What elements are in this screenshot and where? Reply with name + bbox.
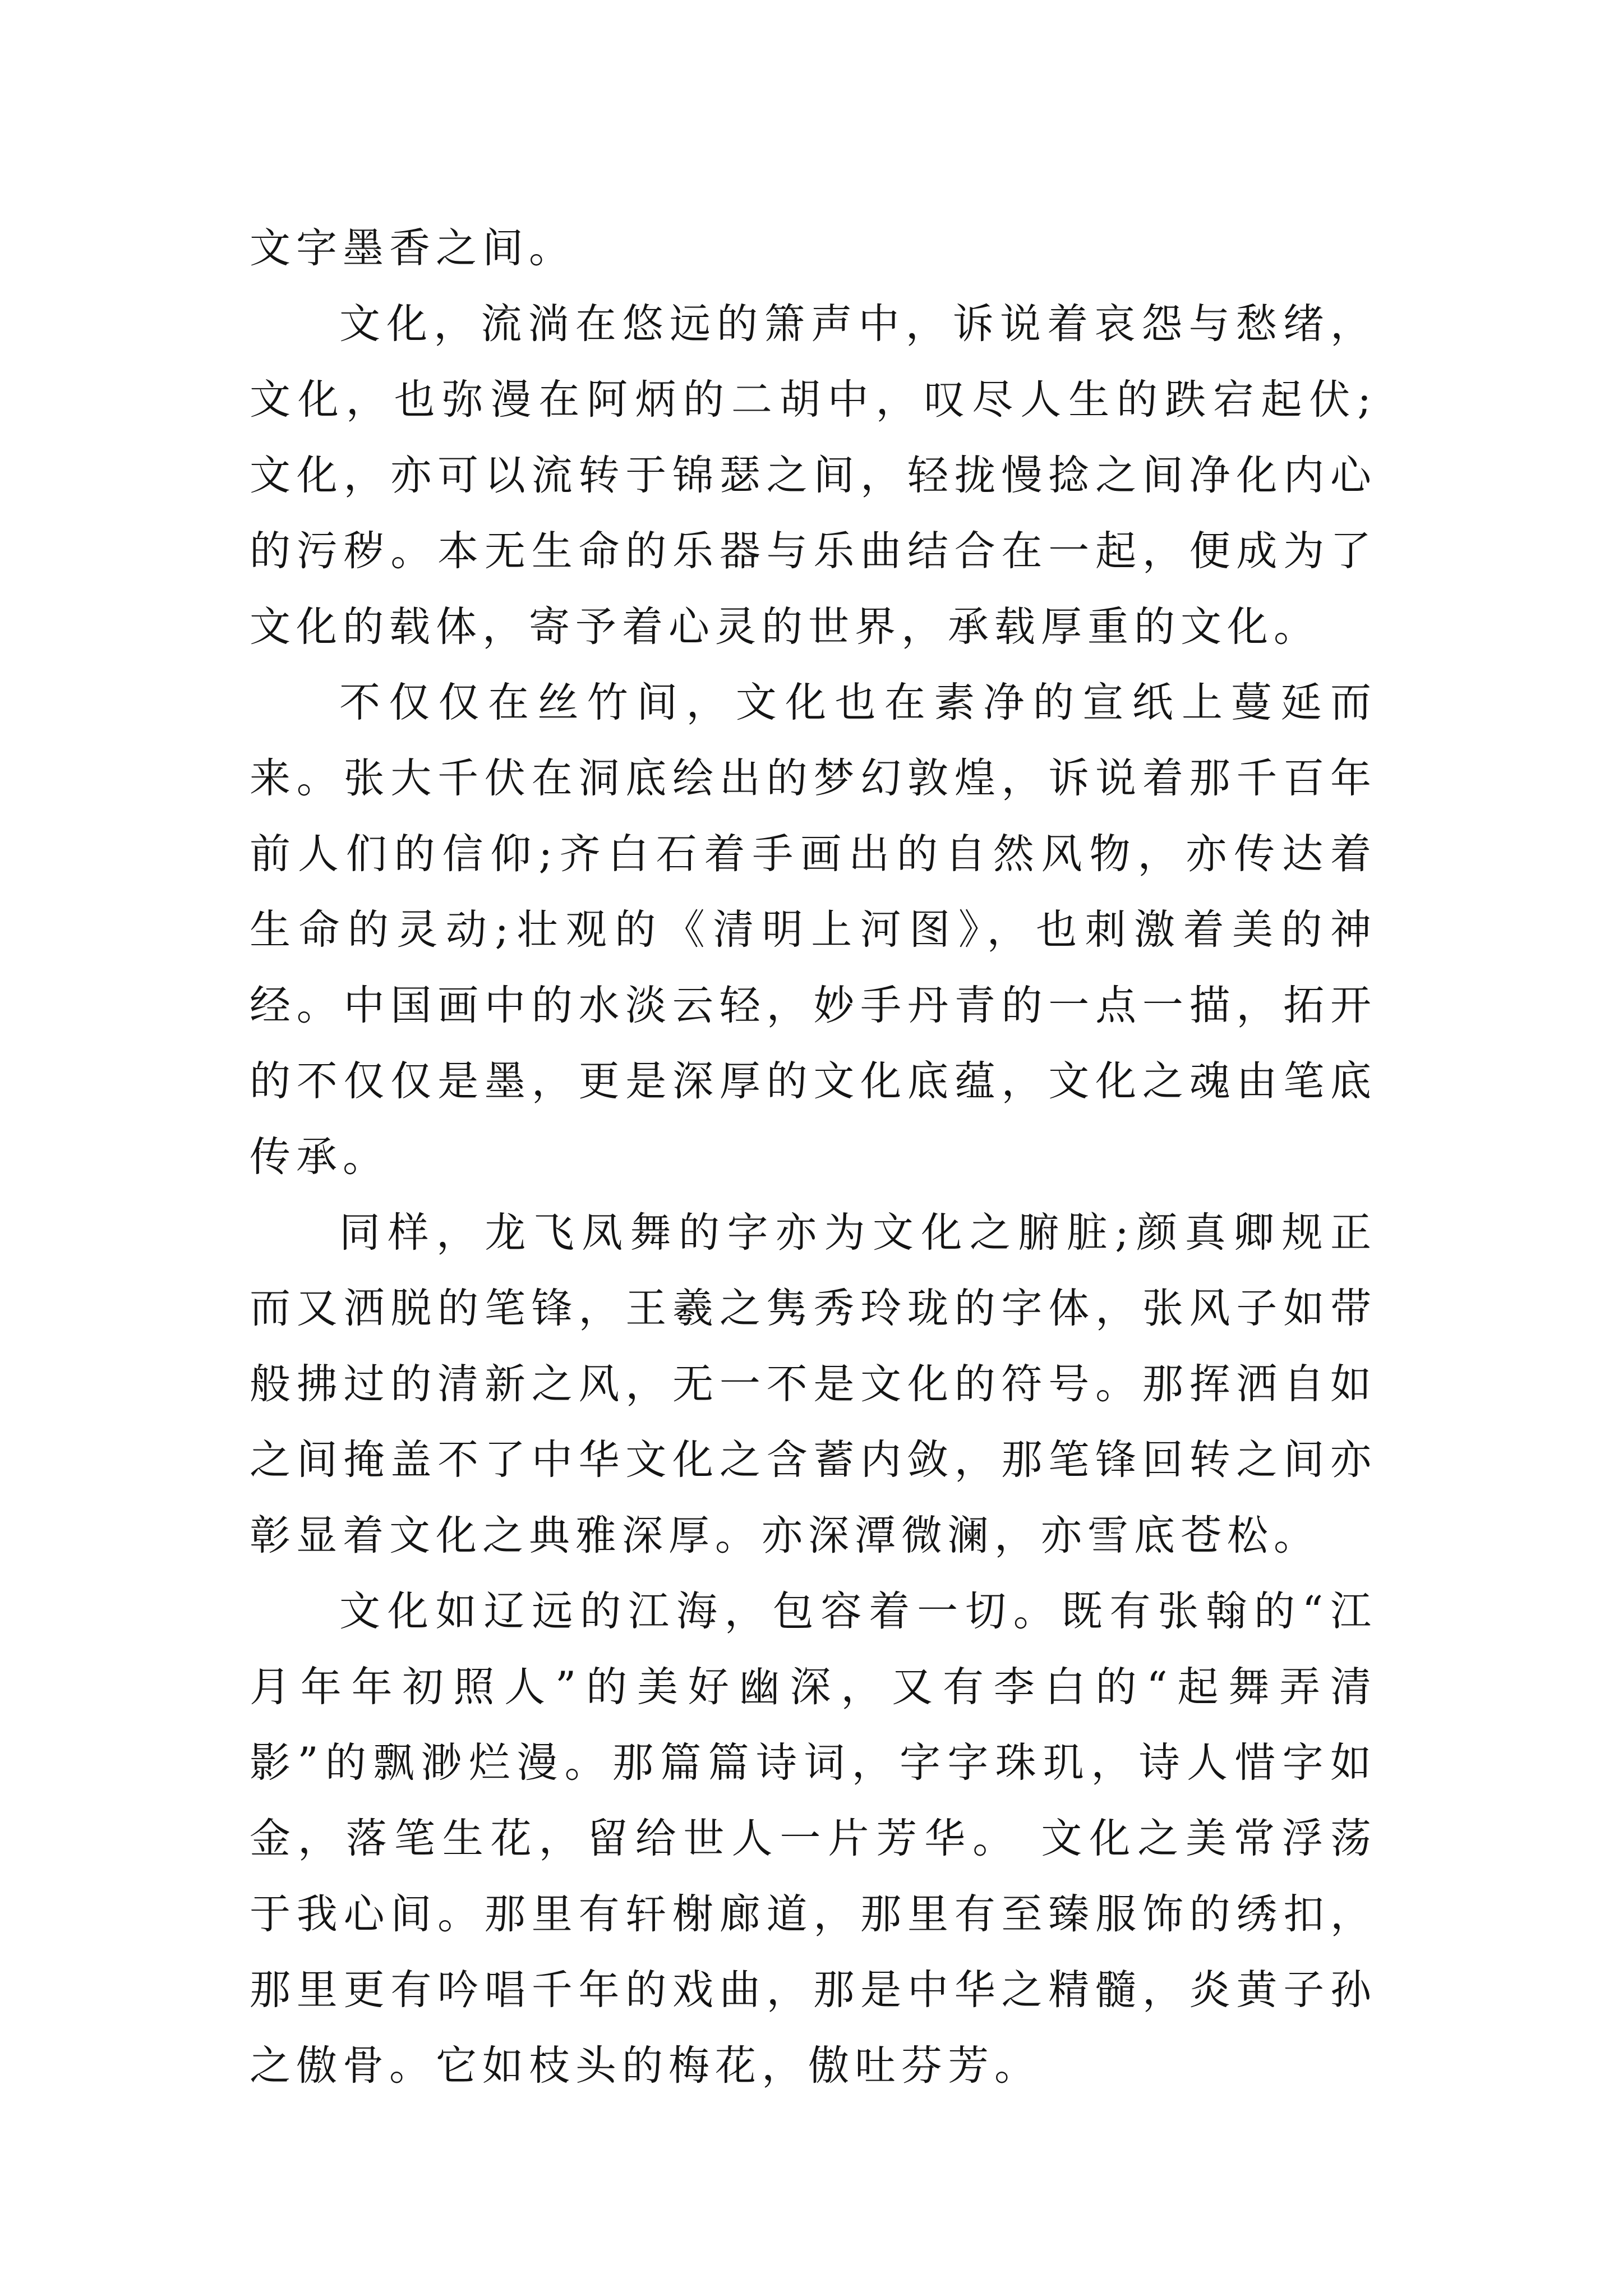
paragraph-calligraphy-culture: 同样，龙飞凤舞的字亦为文化之腑脏;颜真卿规正而又洒脱的笔锋，王羲之隽秀玲珑的字体，张风子如带般拂过的清新之风，无一不是文化的符号。那挥洒自如之间掩盖不了中华文化之含蓄内敛，那笔锋回转之间亦彰显着文化之典雅深厚。亦深潭微澜，亦雪底苍松。 [250, 1209, 1377, 1559]
document-body [250, 210, 1377, 2104]
paragraph-poetry-culture: 文化如辽远的江海，包容着一切。既有张翰的“江月年年初照人”的美好幽深，又有李白的“起舞弄清影”的飘渺烂漫。那篇篇诗词，字字珠玑，诗人惜字如金，落笔生花，留给世人一片芳华。 文化之美常浮荡于我心间。那里有轩榭廊道，那里有至臻服饰的绣扣，那里更有吟唱千年的戏曲，那是中华之精髓，炎黄子孙之傲骨。它如枝头的梅花，傲吐芬芳。 [250, 1588, 1377, 2090]
paragraph-continuation: 文字墨香之间。 [250, 224, 575, 272]
paragraph-music-culture: 文化，流淌在悠远的箫声中，诉说着哀怨与愁绪，文化，也弥漫在阿炳的二胡中，叹尽人生的跌宕起伏;文化，亦可以流转于锦瑟之间，轻拢慢捻之间净化内心的污秽。本无生命的乐器与乐曲结合在一起，便成为了文化的载体，寄予着心灵的世界，承载厚重的文化。 [250, 300, 1377, 651]
paragraph-painting-culture: 不仅仅在丝竹间，文化也在素净的宣纸上蔓延而来。张大千伏在洞底绘出的梦幻敦煌，诉说着那千百年前人们的信仰;齐白石着手画出的自然风物，亦传达着生命的灵动;壮观的《清明上河图》，也刺激着美的神经。中国画中的水淡云轻，妙手丹青的一点一描，拓开的不仅仅是墨，更是深厚的文化底蕴，文化之魂由笔底传承。 [250, 679, 1377, 1181]
